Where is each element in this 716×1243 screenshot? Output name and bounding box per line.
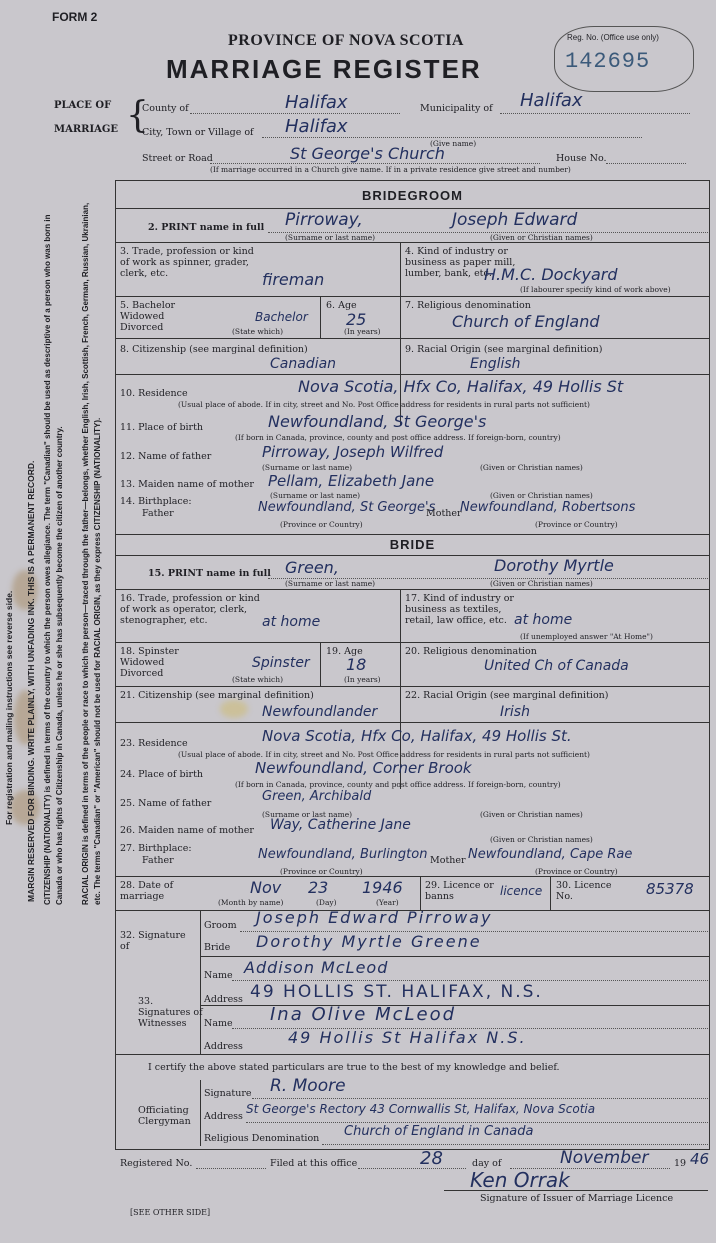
residence-caption: (Usual place of abode. If in city, street and No. Post Office address for residents in rural parts not sufficient) — [178, 400, 590, 409]
bride-racial: Irish — [500, 704, 530, 720]
groom-racial-label: 9. Racial Origin (see marginal definition) — [405, 344, 603, 355]
witness1-name-label: Name — [204, 970, 233, 981]
marriage-label: MARRIAGE — [54, 124, 119, 135]
house-label: House No. — [556, 153, 607, 164]
bride-birth-caption: (If born in Canada, province, county and post office address. If foreign-born, country) — [235, 780, 561, 789]
margin-racial: RACIAL ORIGIN is defined in terms of the people or race to which the person—traced through the father—belongs, whether English, Irish, Scottish, French, German, Russian, Ukrainian, etc. The terms "Canadian" or "American" should not be used for RACIAL ORIGIN, as they express CITIZENSHIP (NATIONALITY). — [81, 202, 102, 905]
years-caption: (In years) — [344, 327, 381, 336]
bride-father-birthplace: Newfoundland, Burlington — [258, 847, 428, 862]
bride-citizenship: Newfoundlander — [262, 704, 378, 720]
brace: { — [126, 95, 149, 136]
groom-religion-label: 7. Religious denomination — [405, 300, 531, 311]
bride-birth-label: 24. Place of birth — [120, 769, 204, 780]
place-of-label: PLACE OF — [54, 100, 112, 111]
city-value: Halifax — [285, 116, 348, 137]
bride-residence-label: 23. Residence — [120, 738, 188, 749]
clergy-signature-label: Signature — [204, 1088, 252, 1099]
state-which-caption: (State which) — [232, 327, 283, 336]
street-value: St George's Church — [290, 144, 445, 163]
denomination-value: Church of England in Canada — [344, 1124, 534, 1139]
groom-mother-surname-caption: (Surname or last name) — [270, 491, 361, 500]
groom-residence: Nova Scotia, Hfx Co, Halifax, 49 Hollis St — [298, 377, 624, 396]
bride-religion-label: 20. Religious denomination — [405, 646, 537, 657]
give-name-caption: (Give name) — [430, 139, 477, 148]
filed-year: 46 — [690, 1150, 710, 1168]
groom-citizenship: Canadian — [270, 356, 337, 372]
licence-label: 29. Licence or banns — [425, 880, 494, 902]
month-caption: (Month by name) — [218, 898, 284, 907]
see-other-side: [SEE OTHER SIDE] — [130, 1208, 211, 1217]
clergy-label: Officiating Clergyman — [138, 1105, 191, 1127]
margin-binding: MARGIN RESERVED FOR BINDING. WRITE PLAINLY, WITH UNFADING INK. THIS IS A PERMANENT RECORD. — [26, 460, 36, 902]
bride-trade: at home — [262, 614, 321, 630]
groom-citizenship-label: 8. Citizenship (see marginal definition) — [120, 344, 308, 355]
licence-no: 85378 — [646, 880, 694, 898]
bride-age: 18 — [346, 655, 367, 674]
bridegroom-heading: BRIDEGROOM — [362, 188, 463, 203]
bride-status: Spinster — [252, 655, 310, 671]
groom-industry-label: 4. Kind of industry or business as paper mill, lumber, bank, etc. — [405, 246, 516, 279]
year-caption: (Year) — [376, 898, 399, 907]
groom-mother-province-caption: (Province or Country) — [535, 520, 618, 529]
groom-father-given-caption: (Given or Christian names) — [480, 463, 583, 472]
groom-birth: Newfoundland, St George's — [268, 412, 487, 431]
clergy-address-label: Address — [204, 1111, 243, 1122]
groom-status: Bachelor — [255, 310, 308, 324]
page-title: MARRIAGE REGISTER — [166, 54, 482, 84]
bride-father-surname-caption: (Surname or last name) — [262, 810, 353, 819]
bride-years-caption: (In years) — [344, 675, 381, 684]
licence-value: licence — [500, 884, 543, 898]
witness1-name: Addison McLeod — [244, 958, 389, 977]
city-label: City, Town or Village of — [142, 127, 254, 138]
reg-number: 142695 — [565, 49, 651, 74]
groom-father-surname-caption: (Surname or last name) — [262, 463, 353, 472]
groom-industry: H.M.C. Dockyard — [484, 265, 618, 284]
day-caption: (Day) — [316, 898, 337, 907]
groom-mother-label: 13. Maiden name of mother — [120, 479, 254, 490]
margin-reverse: For registration and mailing instructions see reverse side. — [4, 590, 14, 825]
filed-label: Filed at this office — [270, 1158, 358, 1169]
marriage-year: 1946 — [362, 878, 403, 897]
marriage-month: Nov — [250, 878, 282, 897]
witness2-address: 49 Hollis St Halifax N.S. — [288, 1028, 527, 1047]
groom-father-province-caption: (Province or Country) — [280, 520, 363, 529]
bride-surname-caption: (Surname or last name) — [285, 579, 376, 588]
bride-industry-label: 17. Kind of industry or business as textiles, retail, law office, etc. — [405, 593, 514, 626]
groom-racial: English — [470, 356, 521, 372]
birth-caption: (If born in Canada, province, county and post office address. If foreign-born, country) — [235, 433, 561, 442]
groom-mother: Pellam, Elizabeth Jane — [268, 472, 435, 490]
reg-number-box — [554, 26, 694, 92]
bride-father-given-caption: (Given or Christian names) — [480, 810, 583, 819]
bride-father-bp-label: Father — [142, 855, 174, 866]
county-label: County of — [142, 103, 189, 114]
witness1-address-label: Address — [204, 994, 243, 1005]
bride-residence: Nova Scotia, Hfx Co, Halifax, 49 Hollis St. — [262, 727, 572, 745]
county-value: Halifax — [285, 92, 348, 113]
bride-industry: at home — [514, 612, 573, 628]
clergy-signature: R. Moore — [270, 1076, 346, 1096]
bride-heading: BRIDE — [389, 537, 436, 552]
bride-mother-province-caption: (Province or Country) — [535, 867, 618, 876]
groom-father-bp-label: Father — [142, 508, 174, 519]
municipality-label: Municipality of — [420, 103, 493, 114]
registered-label: Registered No. — [120, 1158, 193, 1169]
bride-surname: Green, — [285, 558, 339, 577]
marriage-date-label: 28. Date of marriage — [120, 880, 174, 902]
groom-surname: Pirroway, — [285, 210, 363, 230]
marriage-day: 23 — [308, 878, 329, 897]
groom-trade-label: 3. Trade, profession or kind of work as spinner, grader, clerk, etc. — [120, 246, 254, 279]
groom-mother-bp-label: Mother — [426, 508, 462, 519]
groom-residence-label: 10. Residence — [120, 388, 188, 399]
surname-caption: (Surname or last name) — [285, 233, 376, 242]
bride-mother-bp-label: Mother — [430, 855, 466, 866]
margin-citizenship: CITIZENSHIP (NATIONALITY) is defined in terms of the country to which the person owes allegiance. The term "Canadian" should be used as descriptive of a person who was born in Canada or who has rights of Citizenship in Canada, unless he or she has subsequently become the citizen of another country. — [43, 214, 64, 905]
groom-sig-label: Groom — [204, 920, 237, 931]
place-note: (If marriage occurred in a Church give name. If in a private residence give street and number) — [210, 165, 571, 174]
groom-age: 25 — [346, 310, 367, 329]
filed-month: November — [560, 1148, 649, 1168]
bride-sig-label: Bride — [204, 942, 231, 953]
day-of-label: day of — [472, 1158, 502, 1169]
groom-signature: Joseph Edward Pirroway — [256, 908, 493, 927]
bride-given-names: Dorothy Myrtle — [494, 556, 614, 575]
form-number: FORM 2 — [52, 10, 98, 24]
groom-industry-caption: (If labourer specify kind of work above) — [520, 285, 671, 294]
bride-status-label: 18. Spinster Widowed Divorced — [120, 646, 179, 679]
bride-residence-caption: (Usual place of abode. If in city, street and No. Post Office address for residents in rural parts not sufficient) — [178, 750, 590, 759]
licence-no-label: 30. Licence No. — [556, 880, 612, 902]
bride-signature: Dorothy Myrtle Greene — [256, 932, 482, 951]
bride-mother-given-caption: (Given or Christian names) — [490, 835, 593, 844]
bride-birthplace-label: 27. Birthplace: — [120, 843, 192, 854]
clergy-address: St George's Rectory 43 Cornwallis St, Halifax, Nova Scotia — [246, 1102, 596, 1116]
filed-day: 28 — [420, 1148, 443, 1169]
bride-mother-birthplace: Newfoundland, Cape Rae — [468, 847, 633, 862]
witness1-address: 49 HOLLIS ST. HALIFAX, N.S. — [250, 982, 543, 1002]
witnesses-label: 33. Signatures of Witnesses — [138, 996, 203, 1029]
bride-name-label: 15. PRINT name in full — [148, 568, 271, 579]
bride-trade-label: 16. Trade, profession or kind of work as operator, clerk, stenographer, etc. — [120, 593, 260, 626]
given-caption: (Given or Christian names) — [490, 233, 593, 242]
witness2-name-label: Name — [204, 1018, 233, 1029]
groom-given-names: Joseph Edward — [452, 210, 578, 230]
denomination-label: Religious Denomination — [204, 1133, 320, 1144]
witness2-address-label: Address — [204, 1041, 243, 1052]
year-prefix: 19 — [674, 1158, 687, 1169]
groom-religion: Church of England — [452, 312, 600, 331]
issuer-signature: Ken Orrak — [470, 1168, 570, 1192]
bride-state-caption: (State which) — [232, 675, 283, 684]
groom-name-label: 2. PRINT name in full — [148, 222, 265, 233]
groom-trade: fireman — [262, 270, 325, 289]
groom-status-label: 5. Bachelor Widowed Divorced — [120, 300, 176, 333]
bride-father-province-caption: (Province or Country) — [280, 867, 363, 876]
signature-of-label: 32. Signature of — [120, 930, 186, 952]
bride-birth: Newfoundland, Corner Brook — [255, 759, 472, 777]
bride-mother: Way, Catherine Jane — [270, 817, 411, 833]
bride-racial-label: 22. Racial Origin (see marginal definition) — [405, 690, 609, 701]
groom-mother-given-caption: (Given or Christian names) — [490, 491, 593, 500]
issuer-caption: Signature of Issuer of Marriage Licence — [480, 1193, 674, 1204]
municipality-value: Halifax — [520, 90, 583, 111]
bride-religion: United Ch of Canada — [484, 658, 629, 674]
bride-given-caption: (Given or Christian names) — [490, 579, 593, 588]
groom-father: Pirroway, Joseph Wilfred — [262, 443, 444, 461]
groom-father-label: 12. Name of father — [120, 451, 212, 462]
bride-industry-caption: (If unemployed answer "At Home") — [520, 632, 653, 641]
groom-birth-label: 11. Place of birth — [120, 422, 204, 433]
street-label: Street or Road — [142, 153, 213, 164]
certify-text: I certify the above stated particulars are true to the best of my knowledge and belief. — [148, 1062, 560, 1073]
groom-father-birthplace: Newfoundland, St George's — [258, 500, 436, 515]
bride-father-label: 25. Name of father — [120, 798, 212, 809]
reg-number-label: Reg. No. (Office use only) — [567, 33, 659, 42]
groom-age-label: 6. Age — [326, 300, 357, 311]
witness2-name: Ina Olive McLeod — [270, 1004, 457, 1025]
groom-mother-birthplace: Newfoundland, Robertsons — [460, 500, 636, 515]
bride-father: Green, Archibald — [262, 789, 372, 804]
groom-birthplace-label: 14. Birthplace: — [120, 496, 192, 507]
bride-citizenship-label: 21. Citizenship (see marginal definition) — [120, 690, 314, 701]
bride-mother-label: 26. Maiden name of mother — [120, 825, 254, 836]
province-heading: PROVINCE OF NOVA SCOTIA — [228, 32, 464, 49]
bride-age-label: 19. Age — [326, 646, 363, 657]
